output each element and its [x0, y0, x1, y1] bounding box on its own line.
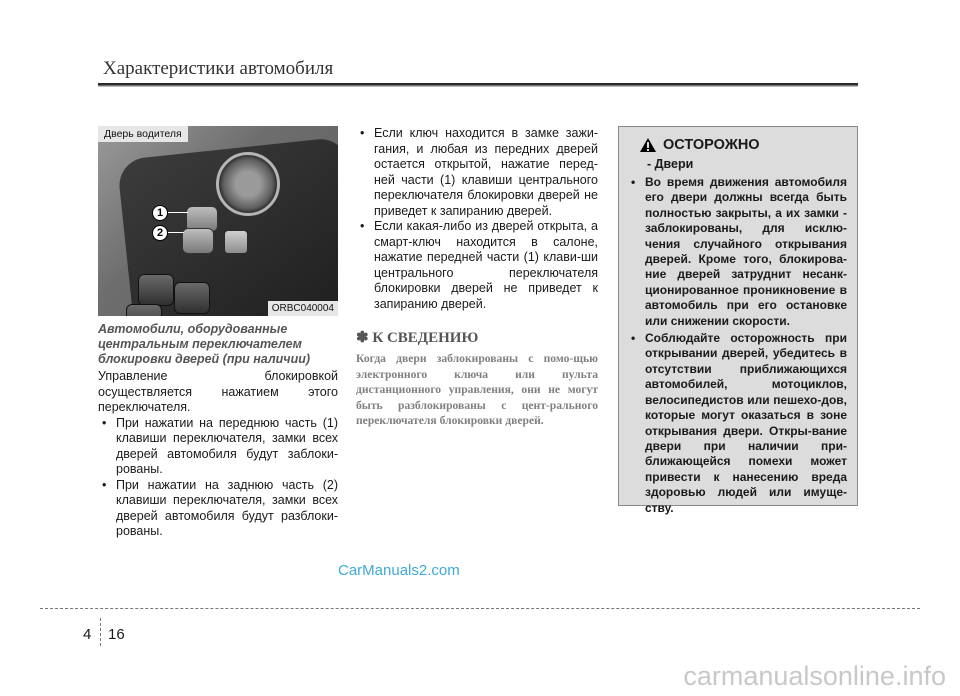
door-switch-photo: [98, 126, 338, 316]
warning-subtitle: - Двери: [647, 157, 694, 171]
window-switch-left: [138, 274, 174, 306]
left-column: [98, 322, 338, 540]
list-item: • Во время движения автомобиля его двери должны всегда быть полностью закрыты, а их замки - заблокированы, для исклю-чения случайного открывания дверей. Кроме того, блокирова-ние дверей затруднит несанк-ционированное проникновение в автомобиль при его остановке или снижении скорости.: [629, 175, 847, 329]
list-item: • При нажатии на переднюю часть (1) клавиши переключателя, замки всех дверей автомобиля будут заблоки-рованы.: [98, 416, 338, 478]
footer-site-watermark: carmanualsonline.info: [683, 661, 946, 691]
window-switch-rear-left: [126, 304, 162, 316]
warning-box: [618, 126, 858, 515]
intro-paragraph: Управление блокировкой осуществляется нажатием этого переключателя.: [98, 369, 338, 414]
info-text: Когда двери заблокированы с помо-щью электронного ключа или пульта дистанционного управления, они не могут быть разблокированы с цент-рального переключателя блокировки дверей.: [356, 352, 598, 427]
window-lock-button: [224, 230, 248, 254]
list-item: • Если какая-либо из дверей открыта, а смарт-ключ находится в салоне, нажатие передней части (1) клави-ши центрального переключателя блокировки дверей не приведет к запиранию дверей.: [356, 219, 598, 312]
warning-triangle-icon: [639, 137, 657, 153]
list-item: • Если ключ находится в замке зажи-гания, и любая из передних дверей остается открытой, нажатие перед-ней части (1) клавиши центрального переключателя блокировки дверей не приведет к запиранию дверей.: [356, 126, 598, 219]
middle-bullet-list: [356, 126, 598, 312]
footer-rule: [40, 608, 920, 609]
section-subheading: Автомобили, оборудованные центральным переключателем блокировки дверей (при наличии): [98, 322, 310, 366]
callout-line-2: [166, 232, 184, 233]
warning-list: [629, 175, 847, 516]
warning-title: ОСТОРОЖНО: [663, 137, 760, 153]
callout-line-1: [168, 212, 188, 213]
photo-code: ORBC040004: [268, 301, 338, 316]
page-separator: [100, 618, 101, 646]
central-lock-switch-rear: [182, 228, 214, 254]
list-item: • Соблюдайте осторожность при открывании дверей, убедитесь в отсутствии приближающихся автомобилей, мотоциклов, велосипедистов или пешехо-дов, которые могут оказаться в зоне открывания двери. Откры-вание двери при наличии при-ближающейся помехи может привести к нанесению вреда здоровью людей или имуще-ству.: [629, 331, 847, 516]
photo-caption: Дверь водителя: [98, 126, 188, 142]
list-item: • При нажатии на заднюю часть (2) клавиши переключателя, замки всех дверей автомобиля будут разблоки-рованы.: [98, 478, 338, 540]
callout-2: 2: [152, 225, 168, 241]
callout-1: 1: [152, 205, 168, 221]
middle-column: [356, 126, 598, 429]
window-switch-right: [174, 282, 210, 314]
warning-header: [639, 137, 847, 153]
header-rule: [98, 83, 858, 87]
chapter-title: Характеристики автомобиля: [103, 58, 334, 79]
mirror-control-knob: [216, 152, 280, 216]
page-number: 16: [108, 626, 125, 643]
left-bullet-list: [98, 416, 338, 540]
chapter-number: 4: [83, 626, 92, 643]
watermark-link[interactable]: CarManuals2.com: [338, 562, 460, 579]
info-title: ✽ К СВЕДЕНИЮ: [356, 330, 479, 346]
